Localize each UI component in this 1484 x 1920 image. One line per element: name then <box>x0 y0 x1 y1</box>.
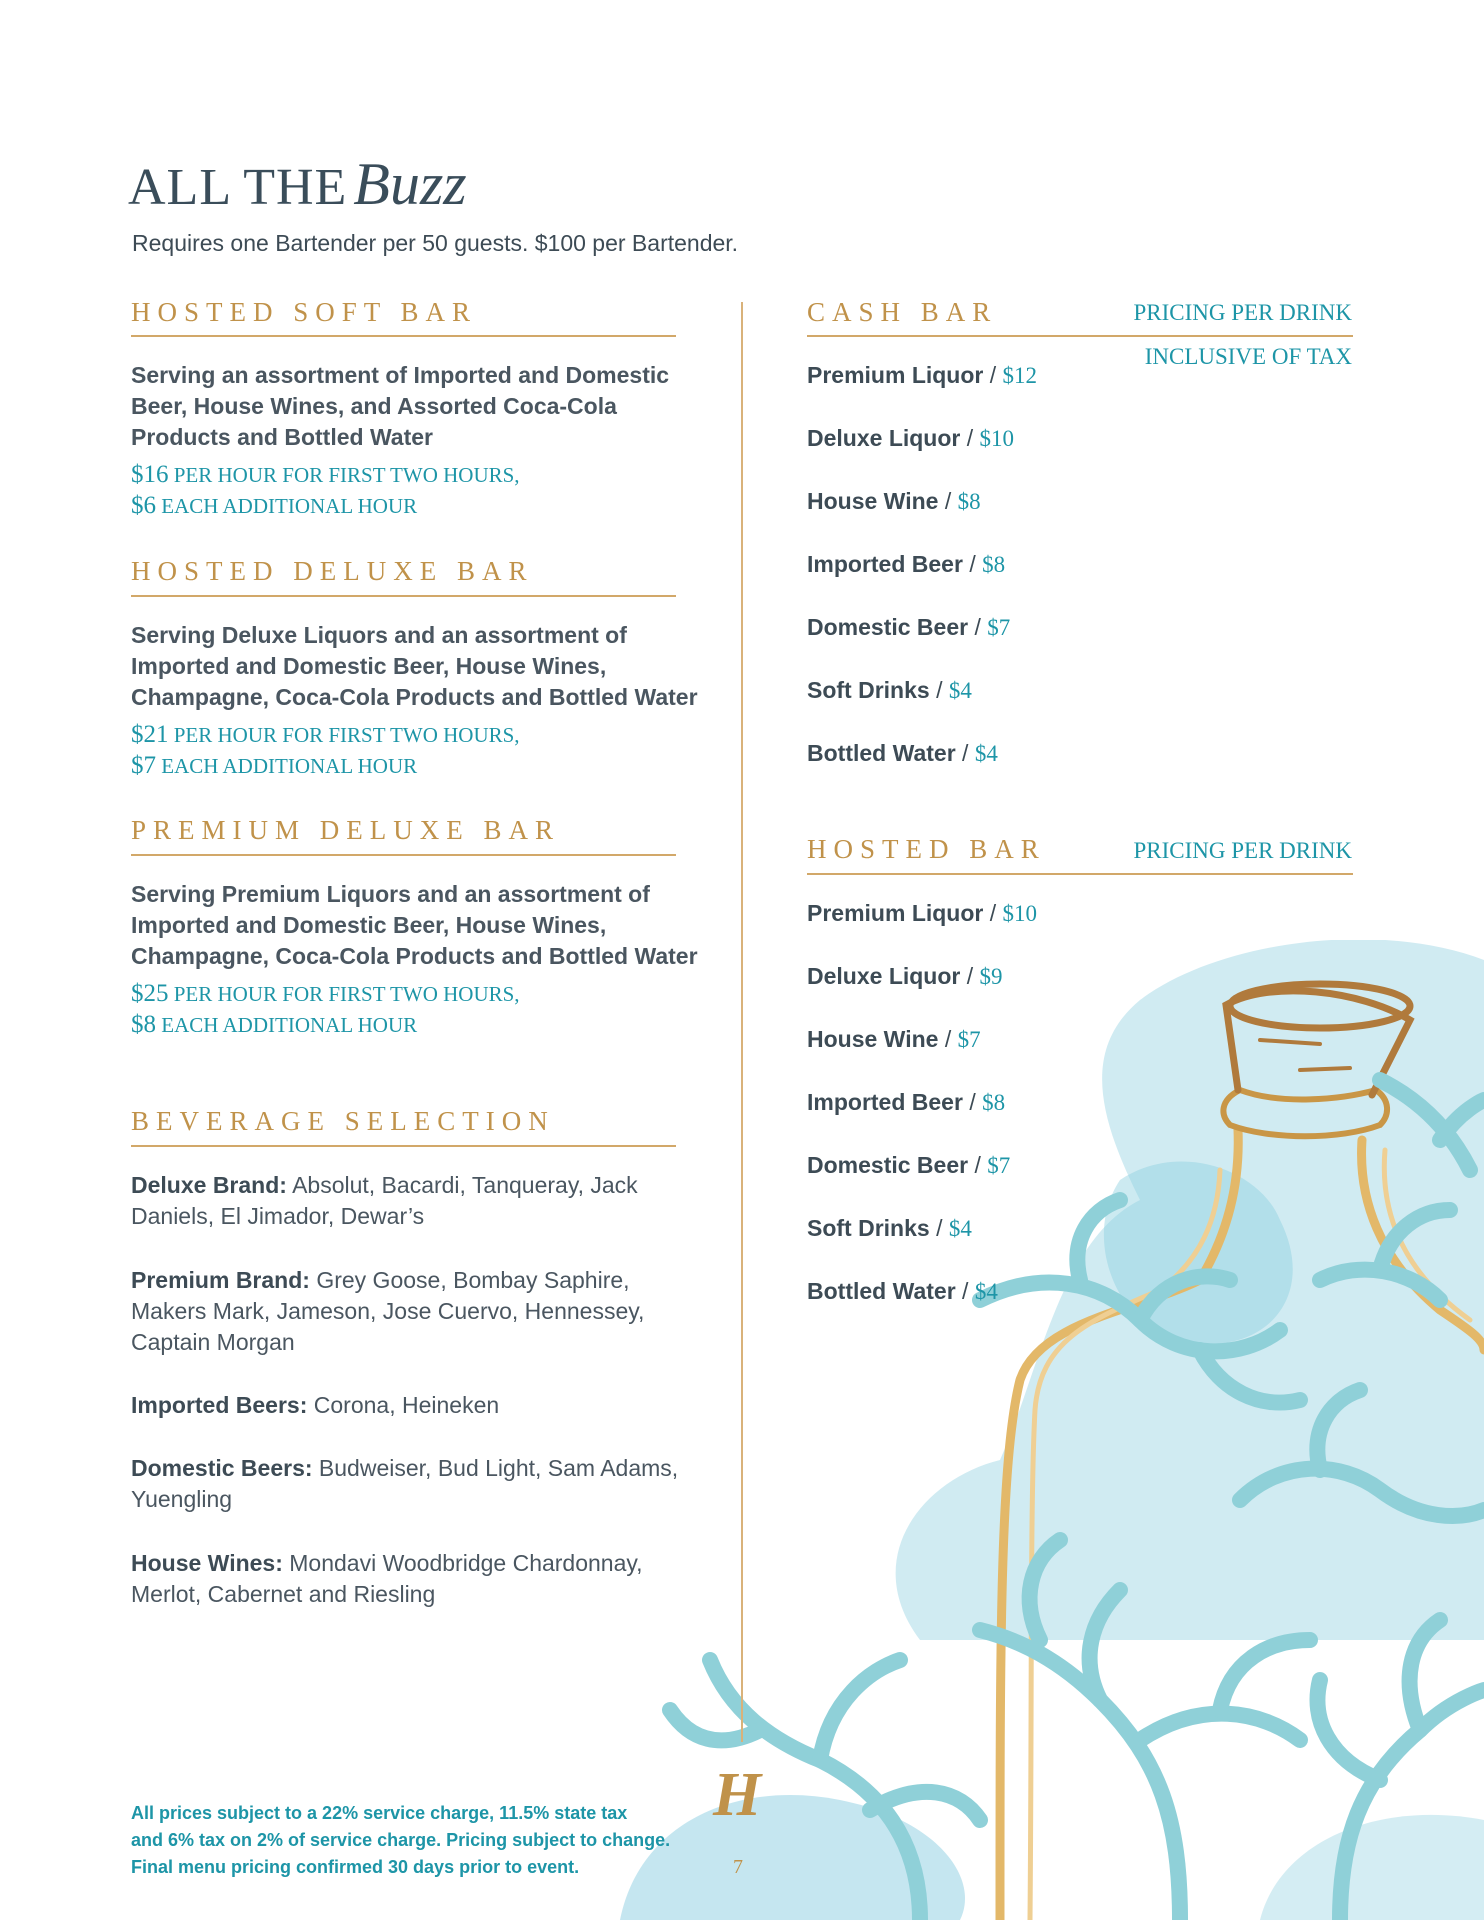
price-text: PER HOUR FOR FIRST TWO HOURS, <box>173 463 520 487</box>
item-name: Premium Liquor <box>807 362 984 388</box>
beverage-entry <box>131 1265 671 1358</box>
pricing-note-tax: INCLUSIVE OF TAX <box>1144 344 1352 369</box>
section-heading-hosted-deluxe-bar: HOSTED DELUXE BAR <box>131 556 534 586</box>
item-price: $12 <box>1002 363 1038 388</box>
package-description: Serving Deluxe Liquors and an assortment of Imported and Domestic Beer, House Wines, Champagne, Coca-Cola Products and Bottled Water <box>131 622 698 710</box>
item-price: $8 <box>982 552 1006 577</box>
item-name: Bottled Water <box>807 1278 956 1304</box>
item-price: $4 <box>948 1216 972 1241</box>
item-separator: / <box>966 963 974 989</box>
item-price: $8 <box>982 1090 1006 1115</box>
list-item <box>807 425 1014 452</box>
section-heading-beverage-selection: BEVERAGE SELECTION <box>131 1106 555 1136</box>
section-heading-cash-bar: CASH BAR <box>807 297 998 327</box>
item-separator: / <box>989 362 997 388</box>
package-price-hourly <box>131 978 520 1010</box>
price-amount: $8 <box>131 1011 156 1038</box>
package-description: Serving Premium Liquors and an assortment of Imported and Domestic Beer, House Wines, Champagne, Coca-Cola Products and Bottled Water <box>131 881 698 969</box>
beverage-text: Budweiser, Bud Light, Sam Adams, Yuengling <box>131 1455 679 1512</box>
watercolor-blob-4 <box>1260 1815 1484 1920</box>
item-separator: / <box>936 1215 943 1241</box>
item-name: Domestic Beer <box>807 614 969 640</box>
item-separator: / <box>962 740 969 766</box>
title-script: Buzz <box>353 151 467 217</box>
page-subtitle: Requires one Bartender per 50 guests. $100 per Bartender. <box>132 230 739 256</box>
beverage-label: Deluxe Brand: <box>131 1172 287 1198</box>
package-price-additional <box>131 490 417 522</box>
item-name: Deluxe Liquor <box>807 425 961 451</box>
list-item <box>807 963 1003 990</box>
disclaimer-line: and 6% tax on 2% of service charge. Pricing subject to change. <box>131 1830 671 1850</box>
item-separator: / <box>966 425 974 451</box>
item-name: Deluxe Liquor <box>807 963 961 989</box>
package-description: Serving an assortment of Imported and Domestic Beer, House Wines, and Assorted Coca-Cola Products and Bottled Water <box>131 362 670 450</box>
section-heading-hosted-soft-bar: HOSTED SOFT BAR <box>131 297 478 327</box>
beverage-entry <box>131 1170 671 1232</box>
item-price: $10 <box>979 426 1015 451</box>
item-name: House Wine <box>807 1026 939 1052</box>
beverage-label: House Wines: <box>131 1550 283 1576</box>
item-separator: / <box>969 1089 976 1115</box>
list-item <box>807 1152 1010 1179</box>
item-separator: / <box>944 488 952 514</box>
list-item <box>807 614 1010 641</box>
item-name: Bottled Water <box>807 740 956 766</box>
disclaimer-line: All prices subject to a 22% service charge, 11.5% state tax <box>131 1803 628 1823</box>
item-name: Imported Beer <box>807 551 963 577</box>
list-item <box>807 1278 998 1305</box>
item-price: $7 <box>957 1027 981 1052</box>
section-rule <box>131 1145 676 1147</box>
beverage-entry <box>131 1390 671 1421</box>
item-name: Soft Drinks <box>807 677 930 703</box>
item-separator: / <box>969 551 976 577</box>
price-text: PER HOUR FOR FIRST TWO HOURS, <box>173 723 520 747</box>
section-rule <box>131 335 676 337</box>
item-price: $4 <box>974 1279 998 1304</box>
item-separator: / <box>944 1026 952 1052</box>
pricing-disclaimer <box>131 1800 670 1881</box>
beverage-text: Corona, Heineken <box>313 1392 500 1418</box>
price-amount: $21 <box>131 721 169 748</box>
section-rule <box>807 873 1353 875</box>
brand-logo: H <box>713 1761 762 1829</box>
item-name: Soft Drinks <box>807 1215 930 1241</box>
section-heading-hosted-bar: HOSTED BAR <box>807 834 1046 864</box>
item-name: Domestic Beer <box>807 1152 969 1178</box>
item-name: House Wine <box>807 488 939 514</box>
item-price: $9 <box>979 964 1003 989</box>
beverage-entry <box>131 1453 691 1515</box>
price-amount: $16 <box>131 461 169 488</box>
beverage-label: Premium Brand: <box>131 1267 310 1293</box>
item-separator: / <box>936 677 943 703</box>
list-item <box>807 900 1037 927</box>
item-price: $7 <box>987 615 1011 640</box>
item-name: Imported Beer <box>807 1089 963 1115</box>
list-item <box>807 362 1037 389</box>
item-separator: / <box>974 614 981 640</box>
package-price-hourly <box>131 459 520 491</box>
section-rule <box>131 595 676 597</box>
title-caps: ALL THE <box>128 159 348 216</box>
item-price: $4 <box>948 678 972 703</box>
package-price-hourly <box>131 719 520 751</box>
beverage-text: Absolut, Bacardi, Tanqueray, Jack Daniels, El Jimador, Dewar’s <box>131 1172 638 1229</box>
beverage-label: Domestic Beers: <box>131 1455 313 1481</box>
price-text: PER HOUR FOR FIRST TWO HOURS, <box>173 982 520 1006</box>
package-price-additional <box>131 750 417 782</box>
list-item <box>807 1089 1005 1116</box>
pricing-note: PRICING PER DRINK <box>1133 838 1352 863</box>
item-name: Premium Liquor <box>807 900 984 926</box>
beverage-entry <box>131 1548 671 1610</box>
section-rule <box>131 854 676 856</box>
item-separator: / <box>989 900 997 926</box>
column-divider <box>741 302 743 1742</box>
section-rule <box>807 335 1353 337</box>
page-title <box>128 150 467 219</box>
item-price: $10 <box>1002 901 1038 926</box>
price-text: EACH ADDITIONAL HOUR <box>161 494 418 518</box>
item-price: $4 <box>974 741 998 766</box>
item-separator: / <box>974 1152 981 1178</box>
pricing-note: PRICING PER DRINK <box>1133 300 1352 325</box>
beverage-text: Mondavi Woodbridge Chardonnay, Merlot, Cabernet and Riesling <box>131 1550 643 1607</box>
list-item <box>807 1026 981 1053</box>
list-item <box>807 488 981 515</box>
price-text: EACH ADDITIONAL HOUR <box>161 754 418 778</box>
beverage-label: Imported Beers: <box>131 1392 308 1418</box>
list-item <box>807 677 972 704</box>
item-price: $8 <box>957 489 981 514</box>
section-heading-premium-deluxe-bar: PREMIUM DELUXE BAR <box>131 815 561 845</box>
page-number: 7 <box>733 1856 743 1878</box>
price-text: EACH ADDITIONAL HOUR <box>161 1013 418 1037</box>
price-amount: $25 <box>131 980 169 1007</box>
item-separator: / <box>962 1278 969 1304</box>
beverage-text: Grey Goose, Bombay Saphire, Makers Mark, Jameson, Jose Cuervo, Hennessey, Captain Morgan <box>131 1267 645 1355</box>
list-item <box>807 551 1005 578</box>
list-item <box>807 1215 972 1242</box>
list-item <box>807 740 998 767</box>
price-amount: $6 <box>131 492 156 519</box>
item-price: $7 <box>987 1153 1011 1178</box>
disclaimer-line: Final menu pricing confirmed 30 days prior to event. <box>131 1857 580 1877</box>
package-price-additional <box>131 1009 417 1041</box>
price-amount: $7 <box>131 752 156 779</box>
